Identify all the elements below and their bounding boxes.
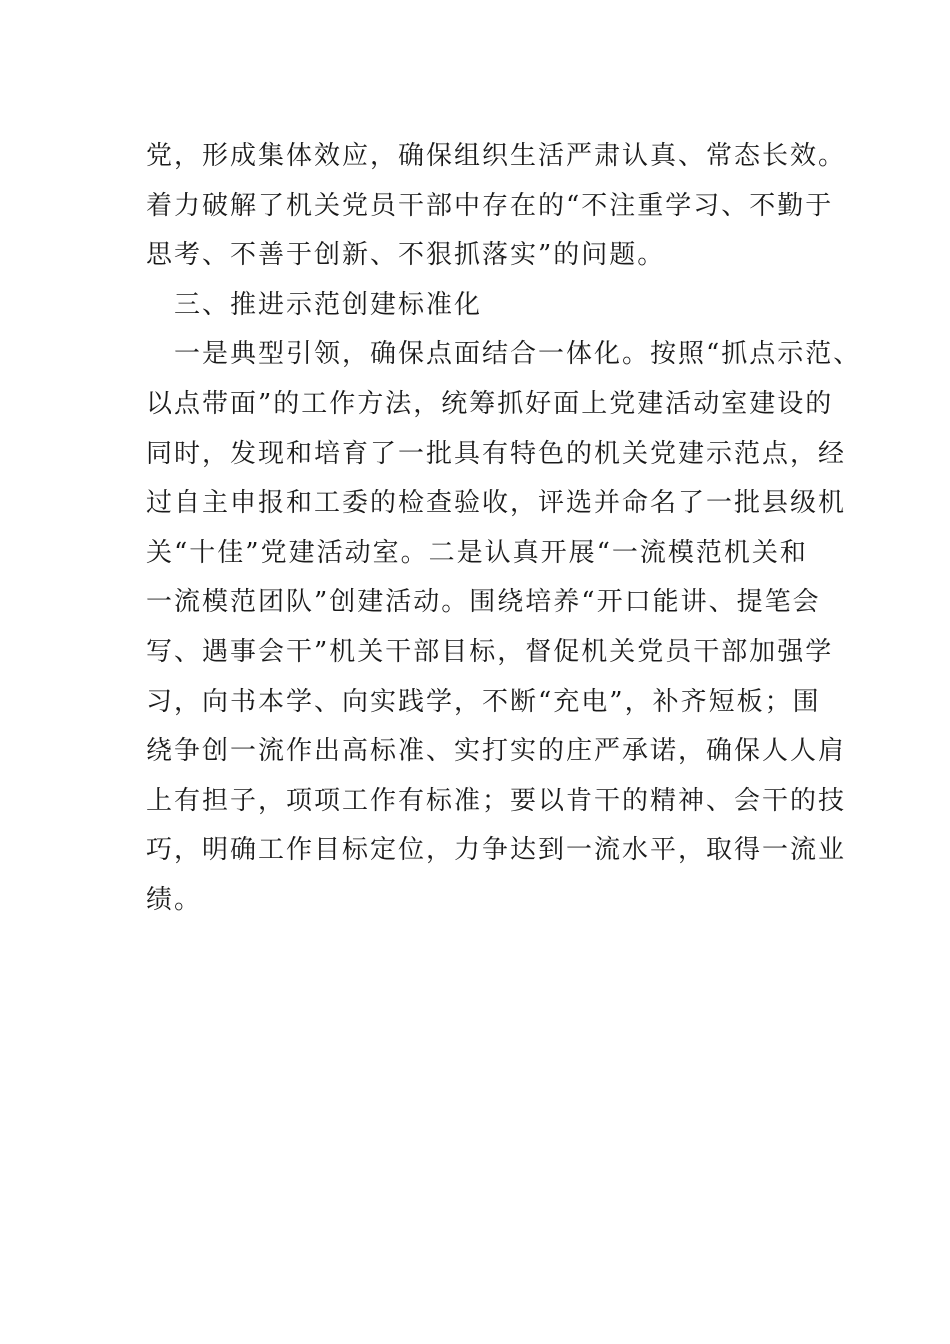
paragraph-line: 思考、不善于创新、不狠抓落实”的问题。 <box>146 240 666 271</box>
paragraph-line: 一流模范团队”创建活动。围绕培养“开口能讲、提笔会 <box>146 587 821 618</box>
paragraph-line: 巧，明确工作目标定位，力争达到一流水平，取得一流业 <box>146 835 847 866</box>
paragraph-line: 同时，发现和培育了一批具有特色的机关党建示范点，经 <box>146 438 847 469</box>
section-heading: 三、推进示范创建标准化 <box>174 289 483 320</box>
paragraph-line: 上有担子，项项工作有标准；要以肯干的精神、会干的技 <box>146 785 847 816</box>
paragraph-line: 关“十佳”党建活动室。二是认真开展“一流模范机关和 <box>146 537 808 568</box>
paragraph-line: 绩。 <box>146 884 203 915</box>
paragraph-line: 以点带面”的工作方法，统筹抓好面上党建活动室建设的 <box>146 388 834 419</box>
paragraph-line: 着力破解了机关党员干部中存在的“不注重学习、不勤于 <box>146 190 834 221</box>
paragraph-line: 写、遇事会干”机关干部目标，督促机关党员干部加强学 <box>146 636 834 667</box>
paragraph-line: 习，向书本学、向实践学，不断“充电”，补齐短板；围 <box>146 686 821 717</box>
paragraph-line: 过自主申报和工委的检查验收，评选并命名了一批县级机 <box>146 488 847 519</box>
paragraph-line: 绕争创一流作出高标准、实打实的庄严承诺，确保人人肩 <box>146 736 847 767</box>
document-body <box>146 132 862 926</box>
paragraph-line: 党，形成集体效应，确保组织生活严肃认真、常态长效。 <box>146 141 847 171</box>
paragraph-line: 一是典型引领，确保点面结合一体化。按照“抓点示范、 <box>174 339 862 370</box>
